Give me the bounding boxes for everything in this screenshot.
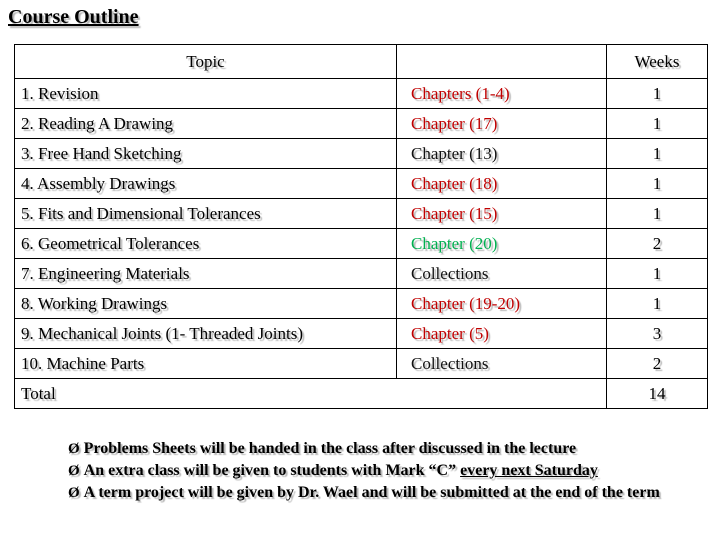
note-text: A term project will be given by Dr. Wael and will be submitted at the end of the term	[83, 484, 660, 501]
chapter-cell: Chapter (15)	[397, 199, 607, 229]
weeks-cell: 3	[607, 319, 708, 349]
weeks-cell: 2	[607, 229, 708, 259]
note-item	[68, 438, 683, 460]
chapter-cell: Chapter (5)	[397, 319, 607, 349]
chapter-cell: Chapter (17)	[397, 109, 607, 139]
table-header-row	[15, 45, 708, 79]
topic-cell: 4. Assembly Drawings	[15, 169, 397, 199]
chapter-cell: Chapter (13)	[397, 139, 607, 169]
table-row	[15, 109, 708, 139]
table-row	[15, 349, 708, 379]
table-row	[15, 259, 708, 289]
table-row	[15, 199, 708, 229]
weeks-cell: 1	[607, 199, 708, 229]
weeks-cell: 1	[607, 169, 708, 199]
header-chapter	[397, 45, 607, 79]
topic-cell: 3. Free Hand Sketching	[15, 139, 397, 169]
weeks-cell: 2	[607, 349, 708, 379]
chapter-cell: Collections	[397, 349, 607, 379]
note-item	[68, 482, 683, 504]
note-text: Problems Sheets will be handed in the class after discussed in the lecture	[83, 440, 577, 457]
chapter-cell: Chapter (20)	[397, 229, 607, 259]
chapter-cell: Chapter (18)	[397, 169, 607, 199]
table-row	[15, 319, 708, 349]
topic-cell: 5. Fits and Dimensional Tolerances	[15, 199, 397, 229]
weeks-cell: 1	[607, 289, 708, 319]
topic-cell: 8. Working Drawings	[15, 289, 397, 319]
total-row	[15, 379, 708, 409]
table-row	[15, 139, 708, 169]
header-weeks: Weeks	[607, 45, 708, 79]
weeks-cell: 1	[607, 259, 708, 289]
chapter-cell: Collections	[397, 259, 607, 289]
total-label: Total	[15, 379, 607, 409]
arrow-bullet-icon: Ø	[68, 463, 80, 479]
topic-cell: 6. Geometrical Tolerances	[15, 229, 397, 259]
total-weeks: 14	[607, 379, 708, 409]
table-row	[15, 289, 708, 319]
chapter-cell: Chapters (1-4)	[397, 79, 607, 109]
topic-cell: 1. Revision	[15, 79, 397, 109]
chapter-cell: Chapter (19-20)	[397, 289, 607, 319]
page-title: Course Outline	[8, 6, 139, 28]
table-row	[15, 169, 708, 199]
notes-list	[68, 438, 683, 504]
course-outline-table	[14, 44, 708, 409]
table-row	[15, 79, 708, 109]
topic-cell: 9. Mechanical Joints (1- Threaded Joints)	[15, 319, 397, 349]
arrow-bullet-icon: Ø	[68, 441, 80, 457]
weeks-cell: 1	[607, 79, 708, 109]
topic-cell: 7. Engineering Materials	[15, 259, 397, 289]
header-topic: Topic	[15, 45, 397, 79]
topic-cell: 10. Machine Parts	[15, 349, 397, 379]
weeks-cell: 1	[607, 109, 708, 139]
topic-cell: 2. Reading A Drawing	[15, 109, 397, 139]
note-underlined-text: every next Saturday	[460, 462, 598, 479]
note-item	[68, 460, 683, 482]
note-text: An extra class will be given to students with Mark “C”	[83, 462, 461, 479]
arrow-bullet-icon: Ø	[68, 485, 80, 501]
table-row	[15, 229, 708, 259]
weeks-cell: 1	[607, 139, 708, 169]
